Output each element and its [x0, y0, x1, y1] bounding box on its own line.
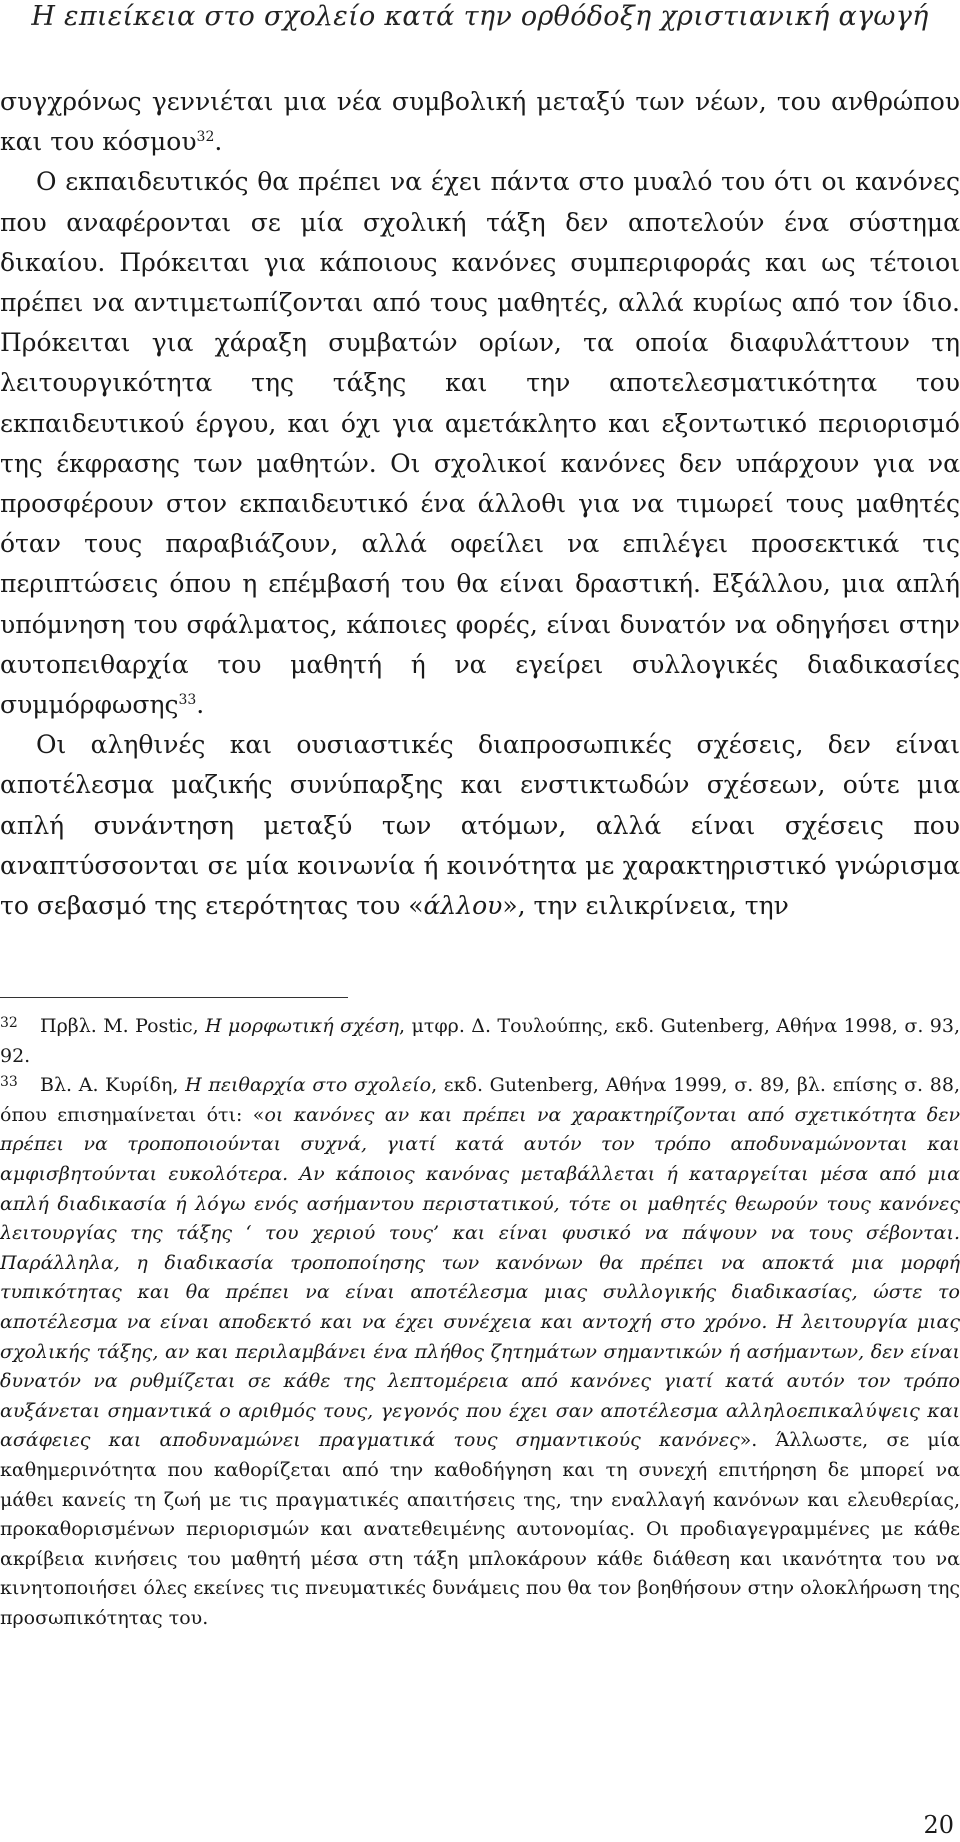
footnote-33: 33 Βλ. Α. Κυρίδη, Η πειθαρχία στο σχολείο, εκδ. Gutenberg, Αθήνα 1999, σ. 89, βλ. επίσης σ. 88, όπου επισημαίνεται ότι: «οι κανόνες αν και πρέπει να χαρακτηρίζονται από σχετικότητα δεν πρέπει να τροποποιούνται συχνά, γιατί κατά αυτόν τον τρόπο αποδυναμώνονται και αμφισβητούνται ευκολότερα. Αν κάποιος κανόνας μεταβάλλεται ή καταργείται μέσα από μια απλή διαδικασία ή λόγω ενός ασήμαντου περιστατικού, τότε οι μαθητές θεωρούν τους κανόνες λειτουργίας της τάξης ‘ του χεριού τους’ και είναι φυσικό να πάψουν να τους σέβονται. Παράλληλα, η διαδικασία τροποποίησης των κανόνων θα πρέπει να αποκτά μια μορφή τυπικότητας και θα πρέπει να είναι αποτέλεσμα μιας συλλογικής διαδικασίας, ώστε το αποτέλεσμα να είναι αποδεκτό και να έχει συνέχεια και αντοχή στο χρόνο. Η λειτουργία μιας σχολικής τάξης, αν και περιλαμβάνει ένα πλήθος ζητημάτων σημαντικών ή ασήμαντων, δεν είναι δυνατόν να ρυθμίζεται σε κάθε της λεπτομέρεια από κανόνες γιατί κατά αυτόν τον τρόπο αυξάνεται σημαντικά ο αριθμός τους, γεγονός που έχει σαν αποτέλεσμα αλληλοεπικαλύψεις και ασάφειες και αποδυναμώνει πραγματικά τους σημαντικούς κανόνες». Άλλωστε, σε μία καθημερινότητα που καθορίζεται από την καθοδήγηση και τη συνεχή επιτήρηση δε μπορεί να μάθει κανείς τη ζωή με τις πραγματικές απαιτήσεις της, την εναλλαγή κανόνων και ελευθερίας, προκαθορισμένων περιορισμών και ανατεθειμένης αυτονομίας. Οι προδιαγεγραμμένες με κάθε ακρίβεια κινήσεις του μαθητή μέσα στη τάξη μπλοκάρουν κάθε διάθεση και ικανότητα του να κινητοποιήσει όλες εκείνες τις πνευματικές δυνάμεις που θα τον βοηθήσουν στην ολοκλήρωση της προσωπικότητας του.	[0, 1074, 960, 1629]
paragraph-1: συγχρόνως γεννιέται μια νέα συμβολική μεταξύ των νέων, του ανθρώπου και του κόσμου$^{32}$.	[0, 87, 960, 157]
main-text	[0, 82, 960, 926]
running-header	[0, 0, 960, 34]
page-number: 20	[923, 1811, 954, 1839]
paragraph-3: Οι αληθινές και ουσιαστικές διαπροσωπικές σχέσεις, δεν είναι αποτέλεσμα μαζικής συνύπαρξης και ενστικτωδών σχέσεων, ούτε μια απλή συνάντηση μεταξύ των ατόμων, αλλά είναι σχέσεις που αναπτύσσονται σε μία κοινωνία ή κοινότητα με χαρακτηριστικό γνώρισμα το σεβασμό της ετερότητας του «άλλου», την ειλικρίνεια, την	[0, 730, 960, 921]
footnote-separator	[0, 997, 348, 998]
footnote-32: 32 Πρβλ. M. Postic, Η μορφωτική σχέση, μτφρ. Δ. Τουλούπης, εκδ. Gutenberg, Αθήνα 1998, σ. 93, 92.	[0, 1015, 960, 1067]
footnote-ref-33[interactable]: 33	[178, 692, 197, 709]
footnotes	[0, 1012, 960, 1633]
footnote-33-quote: οι κανόνες αν και πρέπει να χαρακτηρίζονται από σχετικότητα δεν πρέπει να τροποποιούνται συχνά, γιατί κατά αυτόν τον τρόπο αποδυναμώνονται και αμφισβητούνται ευκολότερα. Αν κάποιος κανόνας μεταβάλλεται ή καταργείται μέσα από μια απλή διαδικασία ή λόγω ενός ασήμαντου περιστατικού, τότε οι μαθητές θεωρούν τους κανόνες λειτουργίας της τάξης ‘ του χεριού τους’ και είναι φυσικό να πάψουν να τους σέβονται. Παράλληλα, η διαδικασία τροποποίησης των κανόνων θα πρέπει να αποκτά μια μορφή τυπικότητας και θα πρέπει να είναι αποτέλεσμα μιας συλλογικής διαδικασίας, ώστε το αποτέλεσμα να είναι αποδεκτό και να έχει συνέχεια και αντοχή στο χρόνο. Η λειτουργία μιας σχολικής τάξης, αν και περιλαμβάνει ένα πλήθος ζητημάτων σημαντικών ή ασήμαντων, δεν είναι δυνατόν να ρυθμίζεται σε κάθε της λεπτομέρεια από κανόνες γιατί κατά αυτόν τον τρόπο αυξάνεται σημαντικά ο αριθμός τους, γεγονός που έχει σαν αποτέλεσμα αλληλοεπικαλύψεις και ασάφειες και αποδυναμώνει πραγματικά τους σημαντικούς κανόνες	[0, 1103, 960, 1452]
paragraph-2: Ο εκπαιδευτικός θα πρέπει να έχει πάντα στο μυαλό του ότι οι κανόνες που αναφέρονται σε μία σχολική τάξη δεν αποτελούν ένα σύστημα δικαίου. Πρόκειται για κάποιους κανόνες συμπεριφοράς και ως τέτοιοι πρέπει να αντιμετωπίζονται από τους μαθητές, αλλά κυρίως από τον ίδιο. Πρόκειται για χάραξη συμβατών ορίων, τα οποία διαφυλάττουν τη λειτουργικότητα της τάξης και την αποτελεσματικότητα του εκπαιδευτικού έργου, και όχι για αμετάκλητο και εξοντωτικό περιορισμό της έκφρασης των μαθητών. Οι σχολικοί κανόνες δεν υπάρχουν για να προσφέρουν στον εκπαιδευτικό ένα άλλοθι για να τιμωρεί τους μαθητές όταν τους παραβιάζουν, αλλά οφείλει να επιλέγει προσεκτικά τις περιπτώσεις όπου η επέμβασή του θα είναι δραστική. Εξάλλου, μια απλή υπόμνηση του σφάλματος, κάποιες φορές, είναι δυνατόν να οδηγήσει στην αυτοπειθαρχία του μαθητή ή να εγείρει συλλογικές διαδικασίες συμμόρφωσης$^{33}$.	[0, 167, 960, 720]
emphasis-allou: άλλου	[423, 891, 503, 921]
running-header-title: Η επιείκεια στο σχολείο κατά την ορθόδοξη χριστιανική αγωγή	[31, 1, 929, 32]
footnote-ref-32[interactable]: 32	[196, 129, 215, 146]
